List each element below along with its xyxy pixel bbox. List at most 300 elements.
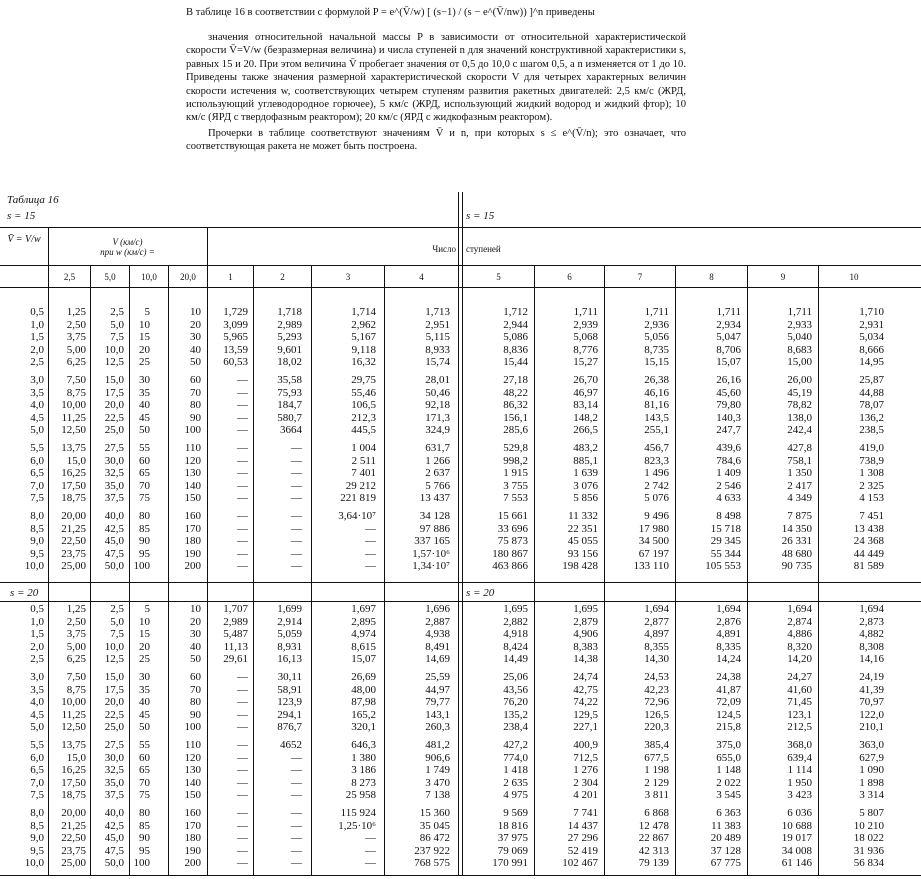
table-cell: 876,7: [277, 721, 302, 734]
table-cell: 52 419: [567, 844, 598, 857]
table-cell: 1,718: [277, 306, 302, 318]
table-cell: 124,5: [716, 708, 741, 721]
table-cell: 18,75: [61, 492, 86, 505]
table-cell: —: [237, 857, 248, 870]
intro-text: [186, 6, 686, 154]
table-cell: 60: [190, 373, 201, 386]
table-cell: 55 344: [710, 547, 741, 560]
table-cell: 7,50: [66, 670, 86, 683]
table-cell: 27,18: [503, 373, 528, 386]
table-cell: 78,07: [859, 399, 884, 412]
table-cell: 5 076: [644, 492, 669, 505]
table-cell: 2,934: [716, 318, 741, 331]
table-cell: 212,3: [351, 411, 376, 424]
table-cell: 427,2: [503, 738, 528, 751]
table-cell: 8,931: [277, 640, 302, 653]
table-cell: 8,615: [351, 640, 376, 653]
table-cell: 3,75: [66, 628, 86, 641]
s15-w200-column: [185, 306, 202, 573]
rule-v-1: [48, 227, 49, 875]
table-cell: 2,0: [30, 640, 44, 653]
table-cell: 2,5: [110, 603, 124, 615]
table-cell: —: [237, 411, 248, 424]
table-cell: 55: [139, 738, 150, 751]
table-cell: 200: [184, 560, 201, 573]
table-cell: 5,034: [859, 331, 884, 344]
n-header-6: 6: [567, 272, 572, 282]
table-cell: 10,0: [104, 640, 124, 653]
table-cell: 1 749: [425, 764, 450, 777]
table-cell: —: [291, 806, 302, 819]
table-cell: 3,099: [223, 318, 248, 331]
table-cell: 85: [139, 522, 150, 535]
table-cell: 12 478: [638, 819, 669, 832]
table-cell: 13,75: [61, 738, 86, 751]
s15-n9-column: [782, 306, 812, 573]
table-cell: 71,45: [787, 696, 812, 709]
table-cell: 24,27: [787, 670, 812, 683]
table-cell: 10,0: [104, 343, 124, 356]
table-cell: —: [237, 721, 248, 734]
table-cell: —: [237, 386, 248, 399]
table-cell: 738,9: [859, 454, 884, 467]
table-cell: 8,424: [503, 640, 528, 653]
table-cell: 5,0: [30, 721, 44, 734]
table-cell: 6 868: [644, 806, 669, 819]
table-cell: 85: [139, 819, 150, 832]
table-caption: Таблица 16: [7, 194, 59, 206]
table-cell: 30,0: [104, 454, 124, 467]
s20-n7-column: [639, 603, 669, 870]
table-cell: 10: [190, 306, 201, 318]
table-cell: 25,06: [503, 670, 528, 683]
table-cell: 1,34·10⁷: [412, 560, 450, 573]
table-cell: 90: [190, 411, 201, 424]
table-cell: 6,25: [66, 356, 86, 369]
table-cell: 631,7: [425, 441, 450, 454]
n-header-5: 5: [496, 272, 501, 282]
table-cell: 227,1: [573, 721, 598, 734]
table-cell: 22,5: [104, 708, 124, 721]
table-cell: 4,5: [30, 708, 44, 721]
table-cell: 260,3: [425, 721, 450, 734]
table-cell: 30: [139, 373, 150, 386]
table-cell: 3 470: [425, 776, 450, 789]
table-cell: 136,2: [859, 411, 884, 424]
table-cell: 7 451: [859, 509, 884, 522]
table-cell: 35: [139, 386, 150, 399]
table-cell: 17,50: [61, 776, 86, 789]
table-cell: 35,0: [104, 776, 124, 789]
table-cell: 100: [133, 857, 150, 870]
table-cell: 2,944: [503, 318, 528, 331]
table-cell: 46,97: [573, 386, 598, 399]
table-cell: 75: [139, 492, 150, 505]
table-cell: 20,00: [61, 509, 86, 522]
s20-n8-column: [711, 603, 741, 870]
table-cell: 7 875: [787, 509, 812, 522]
table-cell: 4,918: [503, 628, 528, 641]
table-cell: 774,0: [503, 751, 528, 764]
table-cell: 24,38: [716, 670, 741, 683]
table-cell: 3 423: [787, 789, 812, 802]
table-cell: 2,936: [644, 318, 669, 331]
n-header-8: 8: [709, 272, 714, 282]
table-cell: —: [291, 789, 302, 802]
s15-n5-column: [492, 306, 528, 573]
table-cell: 1 266: [425, 454, 450, 467]
table-cell: 758,1: [787, 454, 812, 467]
table-cell: 5 766: [425, 479, 450, 492]
table-cell: 23,75: [61, 547, 86, 560]
table-cell: 1,696: [425, 603, 450, 615]
table-cell: 13,75: [61, 441, 86, 454]
table-cell: 42 313: [638, 844, 669, 857]
table-cell: 100: [184, 424, 201, 437]
table-cell: 110: [184, 738, 201, 751]
table-cell: 87,98: [351, 696, 376, 709]
intro-paragraph-1: значения относительной начальной массы P в зависимости от относительной характеристической скорости V̄=V/w (безразмерная величина) и числа ступеней n для значений конструктивной характеристики s, равных 15 и 20. При этом величина V̄ пробегает значения от 0,5 до 10,0 с шагом 0,5, а n изменяется от 1 до 10. Приведены также значения размерной характеристической скорости V для четырех характерных величин скорости истечения w, соответствующих четырем ступеням развития ракетных двигателей: 2,5 км/с (ЖРД, использующий углеводородное горючее), 5 км/с (ЖРД, использующий жидкий водород и жидкий фтор); 10 км/с (ЯРД с твердофазным реактором); 20 км/с (ЯРД с жидкофазным реактором).: [186, 32, 686, 124]
table-cell: 4,897: [644, 628, 669, 641]
table-cell: 14,95: [859, 356, 884, 369]
table-cell: 200: [184, 857, 201, 870]
table-cell: 12,5: [104, 356, 124, 369]
table-cell: 25,87: [859, 373, 884, 386]
table-cell: 44,97: [425, 683, 450, 696]
table-cell: 11 383: [711, 819, 741, 832]
n-header-3: 3: [345, 272, 351, 282]
table-cell: 13,59: [223, 343, 248, 356]
table-cell: 13 437: [419, 492, 450, 505]
table-cell: 75 873: [497, 535, 528, 548]
table-cell: 445,5: [351, 424, 376, 437]
table-cell: 5: [144, 306, 150, 318]
table-cell: 1,5: [30, 331, 44, 344]
table-cell: 4,5: [30, 411, 44, 424]
table-cell: 1 418: [503, 764, 528, 777]
table-cell: 11 332: [568, 509, 598, 522]
table-cell: 16,32: [351, 356, 376, 369]
rule-header-bottom: [0, 287, 921, 288]
table-cell: 19 017: [781, 832, 812, 845]
table-cell: —: [365, 535, 376, 548]
table-cell: —: [291, 535, 302, 548]
table-cell: 5 856: [573, 492, 598, 505]
table-cell: 48,00: [351, 683, 376, 696]
table-cell: 160: [184, 806, 201, 819]
table-cell: 8 498: [716, 509, 741, 522]
table-cell: 24,19: [859, 670, 884, 683]
table-cell: 45: [139, 411, 150, 424]
table-cell: 24,53: [644, 670, 669, 683]
table-cell: 70: [190, 386, 201, 399]
table-cell: 998,2: [503, 454, 528, 467]
table-cell: 8,0: [30, 806, 44, 819]
s20-n1-column: [223, 603, 248, 870]
table-cell: 65: [139, 467, 150, 480]
table-cell: 110: [184, 441, 201, 454]
table-cell: 1,694: [859, 603, 884, 615]
table-cell: 12,5: [104, 653, 124, 666]
table-cell: 6,5: [30, 467, 44, 480]
table-cell: —: [365, 560, 376, 573]
rule-v-13: [818, 265, 819, 875]
table-cell: 72,09: [716, 696, 741, 709]
table-cell: 2,882: [503, 615, 528, 628]
table-cell: 9,0: [30, 832, 44, 845]
vbar-header: V̄ = V/w: [7, 234, 41, 245]
table-cell: 6,0: [30, 454, 44, 467]
table-cell: 50,46: [425, 386, 450, 399]
table-cell: 60: [139, 751, 150, 764]
table-cell: 95: [139, 844, 150, 857]
table-cell: —: [237, 819, 248, 832]
table-cell: 2,931: [859, 318, 884, 331]
s20-w50-column: [105, 603, 124, 870]
table-cell: 9 496: [644, 509, 669, 522]
table-cell: 2,895: [351, 615, 376, 628]
table-cell: 15,07: [351, 653, 376, 666]
table-cell: 5,487: [223, 628, 248, 641]
table-cell: —: [291, 522, 302, 535]
table-cell: 13 438: [853, 522, 884, 535]
table-cell: 5,115: [425, 331, 450, 344]
table-cell: 156,1: [503, 411, 528, 424]
table-cell: 33 696: [497, 522, 528, 535]
table-cell: 4 349: [787, 492, 812, 505]
table-cell: 1,695: [573, 603, 598, 615]
table-cell: —: [291, 509, 302, 522]
table-cell: 42,23: [644, 683, 669, 696]
table-cell: 9,601: [277, 343, 302, 356]
table-cell: 2 417: [787, 479, 812, 492]
table-cell: 67 775: [710, 857, 741, 870]
table-cell: 29 212: [345, 479, 376, 492]
table-cell: —: [237, 789, 248, 802]
table-cell: 7,5: [30, 789, 44, 802]
table-cell: 130: [184, 764, 201, 777]
table-cell: 76,20: [503, 696, 528, 709]
table-cell: 7,50: [66, 373, 86, 386]
table-cell: 81 589: [853, 560, 884, 573]
table-cell: 133 110: [633, 560, 669, 573]
table-cell: 102 467: [562, 857, 598, 870]
table-cell: 143,1: [425, 708, 450, 721]
table-cell: 97 886: [419, 522, 450, 535]
table-cell: 4,0: [30, 696, 44, 709]
table-cell: —: [291, 751, 302, 764]
table-cell: 5,167: [351, 331, 376, 344]
table-cell: 1,707: [223, 603, 248, 615]
table-cell: 10: [190, 603, 201, 615]
table-cell: 80: [190, 696, 201, 709]
table-cell: 26,70: [573, 373, 598, 386]
table-cell: 2,874: [787, 615, 812, 628]
table-cell: 3 755: [503, 479, 528, 492]
table-cell: 61 146: [781, 857, 812, 870]
table-cell: 79,80: [716, 399, 741, 412]
table-cell: 237 922: [414, 844, 450, 857]
s20-vbar-column: [25, 603, 44, 870]
table-cell: 1,710: [859, 306, 884, 318]
table-cell: 17 980: [638, 522, 669, 535]
table-cell: 7 741: [573, 806, 598, 819]
table-cell: 14,49: [503, 653, 528, 666]
table-cell: 35,0: [104, 479, 124, 492]
table-cell: 20,0: [104, 696, 124, 709]
table-cell: 1 004: [351, 441, 376, 454]
table-cell: 768 575: [414, 857, 450, 870]
table-cell: —: [237, 547, 248, 560]
table-cell: 2,0: [30, 343, 44, 356]
table-cell: 15,27: [573, 356, 598, 369]
table-cell: 70: [190, 683, 201, 696]
n-header-10: 10: [849, 272, 859, 282]
table-cell: 3,0: [30, 373, 44, 386]
table-cell: 60: [139, 454, 150, 467]
table-cell: 35: [139, 683, 150, 696]
number-word: Число: [432, 244, 456, 254]
table-cell: 4652: [280, 738, 302, 751]
table-cell: 20: [139, 343, 150, 356]
table-cell: 1,711: [716, 306, 741, 318]
table-cell: 122,0: [859, 708, 884, 721]
table-cell: 2 129: [644, 776, 669, 789]
table-cell: 25,00: [61, 857, 86, 870]
table-cell: 15,0: [66, 454, 86, 467]
table-cell: 22,5: [104, 411, 124, 424]
table-cell: 1 148: [716, 764, 741, 777]
table-cell: 2,879: [573, 615, 598, 628]
table-cell: 25,59: [425, 670, 450, 683]
table-cell: 31 936: [853, 844, 884, 857]
table-cell: 14,69: [425, 653, 450, 666]
table-cell: 15,0: [104, 373, 124, 386]
table-cell: 10,0: [24, 560, 44, 573]
table-cell: 3,0: [30, 670, 44, 683]
table-cell: 7 138: [425, 789, 450, 802]
table-cell: —: [291, 479, 302, 492]
table-cell: 1,5: [30, 628, 44, 641]
table-cell: 3 811: [644, 789, 669, 802]
table-cell: 26 331: [781, 535, 812, 548]
table-cell: —: [291, 441, 302, 454]
table-cell: 65: [139, 764, 150, 777]
table-cell: 14,24: [716, 653, 741, 666]
table-cell: 3,5: [30, 386, 44, 399]
table-cell: 3 314: [859, 789, 884, 802]
table-cell: 135,2: [503, 708, 528, 721]
table-cell: 190: [184, 547, 201, 560]
table-cell: 8,735: [644, 343, 669, 356]
s15-n10-column: [854, 306, 884, 573]
table-cell: 15,15: [644, 356, 669, 369]
table-cell: 8,75: [66, 683, 86, 696]
table-cell: 427,8: [787, 441, 812, 454]
table-cell: 78,82: [787, 399, 812, 412]
table-cell: 1,713: [425, 306, 450, 318]
table-cell: 8,75: [66, 386, 86, 399]
table-cell: —: [291, 764, 302, 777]
table-cell: 24,74: [573, 670, 598, 683]
table-cell: 4 633: [716, 492, 741, 505]
table-cell: 4,974: [351, 628, 376, 641]
table-cell: 5 807: [859, 806, 884, 819]
table-cell: 37,5: [104, 492, 124, 505]
table-cell: 12,50: [61, 424, 86, 437]
table-cell: 80: [139, 806, 150, 819]
table-cell: 20: [139, 640, 150, 653]
table-cell: 20 489: [710, 832, 741, 845]
table-cell: 21,25: [61, 522, 86, 535]
table-cell: —: [237, 479, 248, 492]
s15-w25-column: [61, 306, 86, 573]
table-cell: 10,00: [61, 696, 86, 709]
table-cell: 14 350: [781, 522, 812, 535]
table-cell: 20,0: [104, 399, 124, 412]
table-cell: 1 380: [351, 751, 376, 764]
table-cell: 40: [190, 640, 201, 653]
table-cell: 30,11: [277, 670, 302, 683]
table-cell: 6 363: [716, 806, 741, 819]
w-header-20-0: 20,0: [180, 272, 196, 282]
table-cell: 285,6: [503, 424, 528, 437]
table-cell: 1,699: [277, 603, 302, 615]
table-cell: 6 036: [787, 806, 812, 819]
table-cell: —: [291, 857, 302, 870]
table-cell: 24 368: [853, 535, 884, 548]
table-cell: —: [237, 509, 248, 522]
table-cell: 1,25: [66, 603, 86, 615]
table-cell: 8,320: [787, 640, 812, 653]
s20-n10-column: [854, 603, 884, 870]
table-cell: 255,1: [644, 424, 669, 437]
table-cell: 5,00: [66, 343, 86, 356]
table-cell: 170 991: [492, 857, 528, 870]
table-cell: 44 449: [853, 547, 884, 560]
rule-v-4: [168, 265, 169, 875]
table-cell: 143,5: [644, 411, 669, 424]
table-cell: 40: [190, 343, 201, 356]
table-cell: 238,4: [503, 721, 528, 734]
table-cell: 3 545: [716, 789, 741, 802]
table-cell: 20,00: [61, 806, 86, 819]
table-cell: 1,712: [503, 306, 528, 318]
table-cell: —: [237, 399, 248, 412]
table-cell: —: [237, 738, 248, 751]
table-cell: 126,5: [644, 708, 669, 721]
table-cell: 16,25: [61, 467, 86, 480]
table-cell: 18,75: [61, 789, 86, 802]
table-cell: 90: [139, 535, 150, 548]
table-cell: 34 008: [781, 844, 812, 857]
table-cell: 25 958: [345, 789, 376, 802]
table-cell: 368,0: [787, 738, 812, 751]
table-cell: 8,335: [716, 640, 741, 653]
table-cell: 1 496: [644, 467, 669, 480]
table-cell: 4,886: [787, 628, 812, 641]
table-cell: —: [237, 560, 248, 573]
table-cell: 90 735: [781, 560, 812, 573]
rule-v-double-a: [458, 192, 459, 875]
w-header-2-5: 2,5: [63, 272, 76, 282]
n-header-7: 7: [637, 272, 643, 282]
table-cell: 5,0: [30, 424, 44, 437]
table-cell: 2 022: [716, 776, 741, 789]
table-cell: 190: [184, 844, 201, 857]
s15-w50-column: [105, 306, 124, 573]
table-cell: 7,5: [30, 492, 44, 505]
